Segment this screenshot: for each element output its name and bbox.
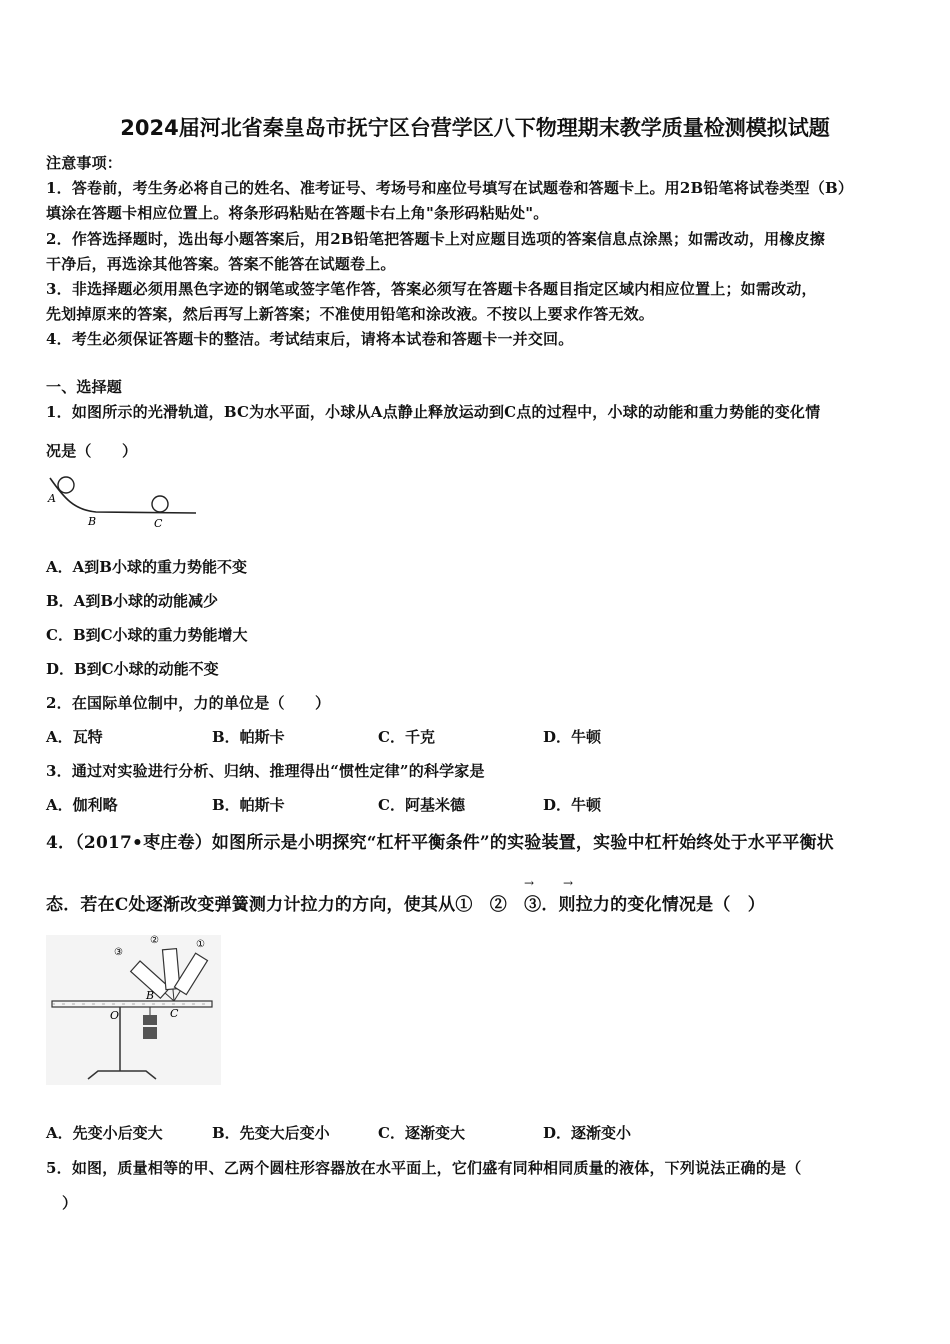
notice-heading: 注意事项： — [46, 154, 123, 172]
label-3: ③ — [114, 947, 123, 958]
label-c: C — [154, 517, 163, 530]
q4-option-d: D．逐渐变小 — [543, 1124, 632, 1142]
q4-stem-line2: 态．若在C处逐渐改变弹簧测力计拉力的方向，使其从① ② ③．则拉力的变化情况是（ ） — [46, 895, 765, 915]
notice-line-1: 1．答卷前，考生务必将自己的姓名、准考证号、考场号和座位号填写在试题卷和答题卡上。用2B铅笔将试卷类型（B） — [46, 179, 854, 197]
q4-lever-figure — [46, 935, 221, 1085]
notice-line-7: 4．考生必须保证答题卡的整洁。考试结束后，请将本试卷和答题卡一并交回。 — [46, 330, 574, 348]
page-title: 2024届河北省秦皇岛市抚宁区台营学区八下物理期末教学质量检测模拟试题 — [120, 116, 830, 140]
notice-line-4: 干净后，再选涂其他答案。答案不能答在试题卷上。 — [46, 255, 396, 273]
q2-option-a: A．瓦特 — [46, 728, 103, 746]
q4-option-a: A．先变小后变大 — [46, 1124, 163, 1142]
label-a: A — [48, 492, 56, 505]
label-1: ① — [196, 939, 205, 950]
label-o: O — [110, 1009, 120, 1022]
q1-stem-line1: 1．如图所示的光滑轨道，BC为水平面，小球从A点静止释放运动到C点的过程中，小球的动能和重力势能的变化情 — [46, 403, 821, 421]
q3-option-c: C．阿基米德 — [378, 796, 465, 814]
q5-stem-line2: ） — [62, 1194, 78, 1212]
q3-option-a: A．伽利略 — [46, 796, 118, 814]
notice-line-2: 填涂在答题卡相应位置上。将条形码粘贴在答题卡右上角"条形码粘贴处"。 — [46, 204, 549, 222]
q1-option-b: B．A到B小球的动能减少 — [46, 592, 218, 610]
q4-option-b: B．先变大后变小 — [212, 1124, 330, 1142]
track-curve — [50, 478, 196, 513]
q1-option-a: A．A到B小球的重力势能不变 — [46, 558, 247, 576]
q1-option-d: D．B到C小球的动能不变 — [46, 660, 219, 678]
q4-stem-line1: 4．（2017•枣庄卷）如图所示是小明探究“杠杆平衡条件”的实验装置，实验中杠杆始终处于水平平衡状 — [46, 833, 834, 853]
weight-top — [143, 1015, 157, 1025]
q4-option-c: C．逐渐变大 — [378, 1124, 465, 1142]
notice-line-6: 先划掉原来的答案，然后再写上新答案；不准使用铅笔和涂改液。不按以上要求作答无效。 — [46, 305, 655, 323]
label-c: C — [170, 1007, 179, 1020]
q2-stem: 2．在国际单位制中，力的单位是（ ） — [46, 694, 331, 712]
notice-line-3: 2．作答选择题时，选出每小题答案后，用2B铅笔把答题卡上对应题目选项的答案信息点涂黑；如需改动，用橡皮擦 — [46, 230, 825, 248]
ball-c — [152, 496, 168, 512]
label-2: ② — [150, 935, 159, 946]
q3-option-b: B．帕斯卡 — [212, 796, 285, 814]
q1-option-c: C．B到C小球的重力势能增大 — [46, 626, 248, 644]
label-b: B — [88, 515, 97, 528]
ball-a — [58, 477, 74, 493]
q2-option-d: D．牛顿 — [543, 728, 602, 746]
section-heading: 一、选择题 — [46, 378, 123, 396]
q4-arrow-2: → — [563, 876, 574, 890]
notice-line-5: 3．非选择题必须用黑色字迹的钢笔或签字笔作答，答案必须写在答题卡各题目指定区域内相应位置上；如需改动， — [46, 280, 817, 298]
q3-option-d: D．牛顿 — [543, 796, 602, 814]
q3-stem: 3．通过对实验进行分析、归纳、推理得出“惯性定律”的科学家是 — [46, 762, 485, 780]
q2-option-b: B．帕斯卡 — [212, 728, 285, 746]
q4-arrow-1: → — [524, 876, 535, 890]
q1-track-figure — [46, 472, 206, 532]
q1-stem-line2: 况是（ ） — [46, 442, 138, 460]
q2-option-c: C．千克 — [378, 728, 435, 746]
label-b: B — [146, 989, 155, 1002]
q5-stem-line1: 5．如图，质量相等的甲、乙两个圆柱形容器放在水平面上，它们盛有同种相同质量的液体，下列说法正确的是（ — [46, 1159, 802, 1177]
weight-bottom — [143, 1027, 157, 1039]
